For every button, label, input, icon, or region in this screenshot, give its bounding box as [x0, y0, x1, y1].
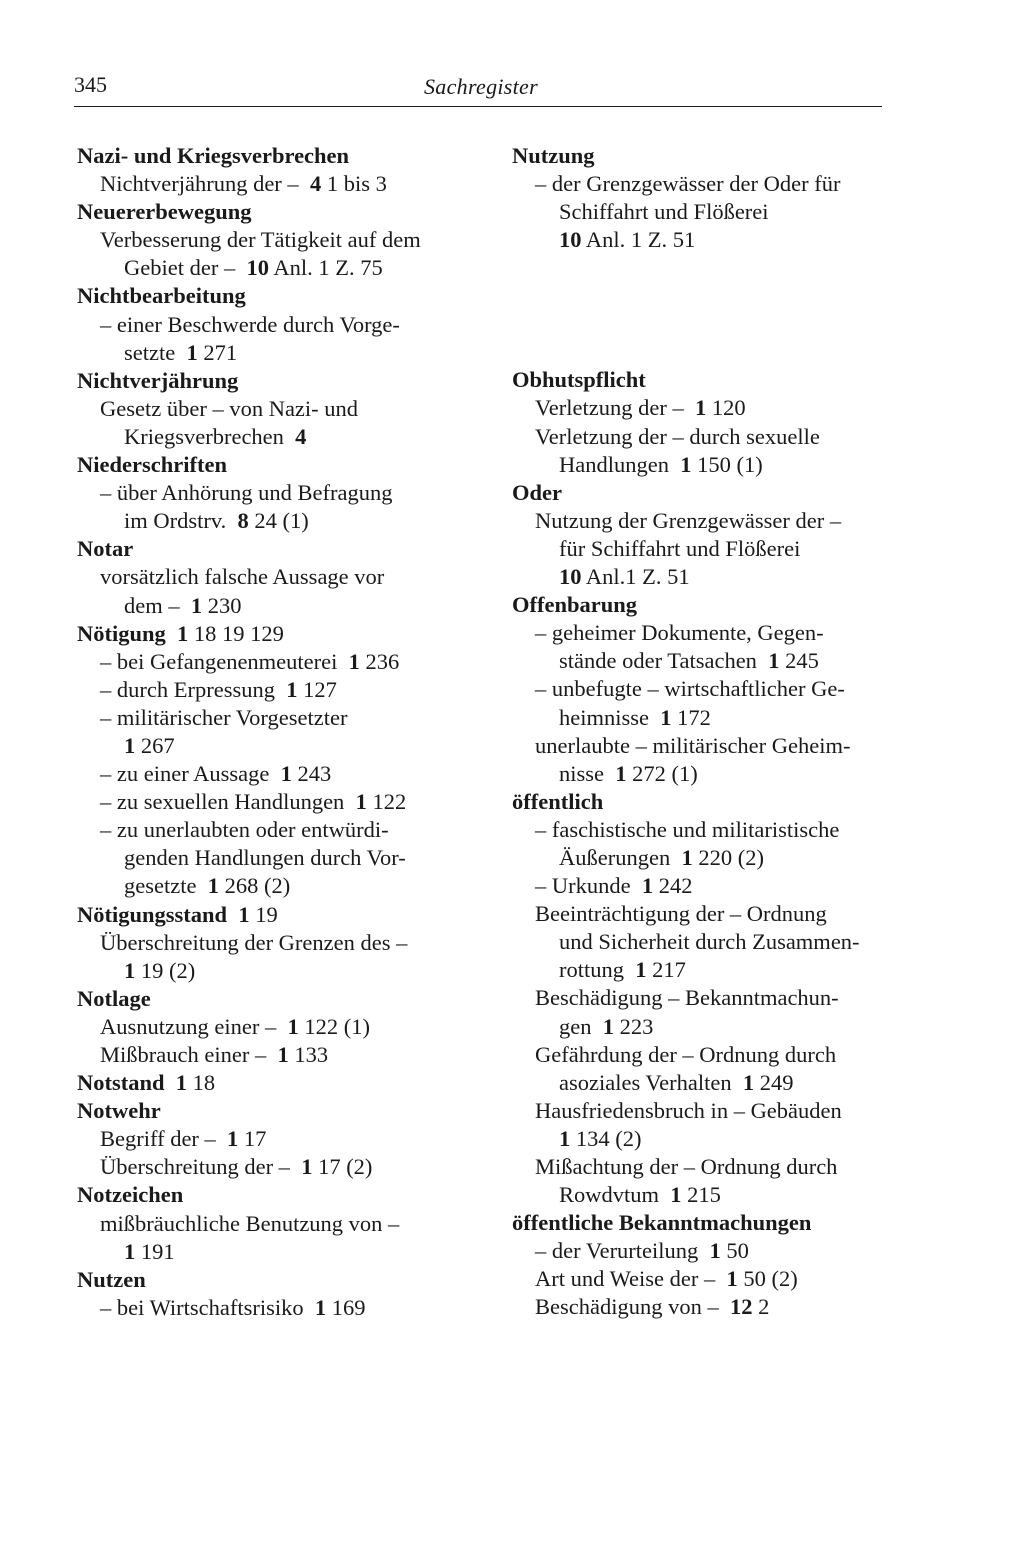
index-text: Gebiet der –	[124, 255, 247, 281]
index-text	[166, 621, 177, 646]
index-subentry	[512, 226, 892, 254]
index-bold-text: Nutzung	[512, 143, 595, 168]
index-bold-text: 1	[301, 1154, 313, 1180]
index-text: 243	[291, 761, 332, 787]
index-text: 172	[671, 704, 711, 730]
index-bold-text: 1	[726, 1266, 738, 1292]
index-text: 122 (1)	[298, 1013, 370, 1039]
index-subentry	[512, 760, 892, 788]
index-bold-text: 1	[742, 1069, 755, 1095]
index-subentry	[512, 675, 892, 703]
index-text: unerlaubte – militärischer Geheim-	[535, 732, 851, 758]
index-text: 122	[366, 789, 407, 815]
index-text: 120	[706, 395, 746, 421]
index-subentry	[512, 507, 892, 535]
index-text: Anl.1 Z. 51	[581, 564, 690, 590]
index-bold-text: Nutzen	[77, 1266, 146, 1292]
running-title: Sachregister	[424, 74, 538, 99]
index-text: 242	[653, 873, 693, 899]
index-subentry	[77, 1210, 457, 1238]
index-text: 24 (1)	[248, 508, 309, 534]
index-bold-text: Nichtbearbeitung	[77, 283, 246, 309]
index-text: 249	[754, 1069, 794, 1095]
index-bold-text: Oder	[512, 479, 562, 505]
index-text: – zu unerlaubten oder entwürdi-	[100, 817, 389, 843]
index-text: Beeinträchtigung der – Ordnung	[535, 901, 827, 927]
index-text: 19 (2)	[135, 957, 196, 983]
index-text: 18 19 129	[188, 620, 284, 646]
index-text: – Urkunde	[535, 873, 642, 899]
index-bold-text: 1	[175, 1070, 188, 1096]
index-subentry	[512, 844, 892, 872]
index-subentry	[77, 479, 457, 507]
index-entry-heading	[77, 367, 457, 395]
index-text: im Ordstrv.	[124, 508, 238, 534]
index-subentry	[512, 732, 892, 760]
index-bold-text: 1	[186, 339, 198, 365]
index-text: Schiffahrt und Flößerei	[559, 199, 769, 225]
index-bold-text: 1	[680, 451, 692, 477]
index-bold-text: 8	[237, 508, 249, 534]
index-bold-text: Nötigungsstand	[77, 901, 228, 927]
index-bold-text: Nichtverjährung	[77, 367, 239, 393]
index-bold-text: 1	[277, 1042, 289, 1067]
index-subentry	[77, 676, 457, 704]
index-text: dem –	[124, 592, 191, 618]
index-text: Äußerungen	[559, 844, 682, 870]
index-bold-text: 1	[280, 761, 292, 787]
index-text: mißbräuchliche Benutzung von –	[100, 1210, 400, 1236]
index-subentry	[512, 872, 892, 900]
index-text: rottung	[559, 957, 636, 983]
index-entry-heading	[512, 788, 892, 816]
index-bold-text: 1	[124, 957, 136, 983]
index-bold-text: Obhutspflicht	[512, 367, 646, 393]
index-bold-text: 1	[287, 1013, 299, 1039]
index-text: 133	[288, 1042, 329, 1067]
index-subentry	[77, 592, 457, 620]
index-text: – unbefugte – wirtschaftlicher Ge-	[535, 676, 845, 702]
index-text	[165, 1070, 176, 1095]
index-bold-text: 1	[348, 648, 360, 674]
index-bold-text: 12	[729, 1294, 753, 1320]
index-subentry	[77, 563, 457, 591]
index-bold-text: 1	[670, 1182, 682, 1208]
index-subentry	[512, 984, 892, 1012]
index-subentry	[512, 1041, 892, 1069]
index-text: 268 (2)	[218, 873, 291, 899]
index-text: Überschreitung der –	[100, 1154, 302, 1180]
index-subentry	[77, 788, 457, 816]
index-bold-text: 1	[177, 620, 189, 646]
index-entry-heading	[77, 1266, 457, 1294]
index-text: stände oder Tatsachen	[559, 648, 769, 674]
index-subentry	[77, 507, 457, 535]
index-text	[227, 902, 238, 927]
index-subentry	[77, 1125, 457, 1153]
index-subentry	[77, 395, 457, 423]
index-subentry	[77, 170, 457, 198]
index-subentry	[77, 1153, 457, 1181]
index-subentry	[512, 451, 892, 479]
index-text: – bei Wirtschaftsrisiko	[100, 1294, 315, 1320]
index-block-o	[512, 366, 892, 1321]
index-text: 50 (2)	[737, 1266, 798, 1292]
index-bold-text: Niederschriften	[77, 452, 227, 478]
index-text: Verletzung der –	[535, 395, 695, 421]
index-bold-text: 1	[286, 676, 298, 702]
index-entry-heading	[512, 366, 892, 394]
index-subentry	[512, 170, 892, 198]
index-subentry	[512, 1237, 892, 1265]
index-bold-text: 1	[227, 1126, 239, 1152]
index-text: gesetzte	[124, 873, 208, 899]
index-text: Verletzung der – durch sexuelle	[535, 423, 820, 449]
index-text: Beschädigung von –	[535, 1294, 730, 1320]
index-text: und Sicherheit durch Zusammen-	[559, 929, 860, 955]
index-column-right	[512, 142, 892, 1322]
index-text: 17	[238, 1126, 267, 1152]
index-bold-text: 1	[635, 957, 647, 983]
index-subentry	[512, 647, 892, 675]
index-text: Nichtverjährung der –	[100, 171, 310, 197]
index-bold-text: Notzeichen	[77, 1182, 184, 1208]
index-text: – faschistische und militaristische	[535, 816, 840, 842]
index-text: 127	[297, 676, 337, 702]
index-subentry	[512, 1069, 892, 1097]
index-text: Ausnutzung einer –	[100, 1013, 288, 1039]
header-rule	[74, 106, 882, 107]
index-text: 1 bis 3	[321, 171, 387, 197]
index-bold-text: 1	[190, 592, 203, 618]
index-text: – durch Erpressung	[100, 676, 287, 702]
index-bold-text: Notar	[77, 536, 134, 562]
index-text: Handlungen	[559, 451, 681, 477]
index-subentry	[77, 1238, 457, 1266]
index-text: Mißbrauch einer –	[100, 1042, 278, 1067]
index-subentry	[512, 619, 892, 647]
column-gap	[512, 254, 892, 366]
index-bold-text: 1	[314, 1294, 327, 1320]
index-bold-text: 10	[559, 564, 582, 590]
index-bold-text: Nötigung	[77, 620, 166, 646]
index-subentry	[77, 732, 457, 760]
index-entry-heading	[77, 985, 457, 1013]
index-text: genden Handlungen durch Vor-	[124, 845, 406, 871]
index-bold-text: 1	[768, 648, 780, 674]
index-text: 134 (2)	[570, 1125, 642, 1151]
index-text: 245	[779, 648, 819, 674]
index-subentry	[77, 872, 457, 900]
index-text: 215	[681, 1182, 721, 1208]
index-subentry	[512, 423, 892, 451]
index-subentry	[512, 928, 892, 956]
index-text: 223	[614, 1013, 654, 1039]
index-bold-text: 1	[615, 760, 627, 786]
index-text: Rowdvtum	[559, 1182, 671, 1208]
index-subentry	[512, 900, 892, 928]
index-subentry	[77, 423, 457, 451]
index-bold-text: Nazi- und Kriegsverbrechen	[77, 143, 350, 168]
index-text: – einer Beschwerde durch Vorge-	[100, 311, 400, 337]
index-subentry	[77, 957, 457, 985]
index-text: 217	[646, 957, 686, 983]
index-text: setzte	[124, 339, 187, 365]
index-subentry	[512, 535, 892, 563]
index-text: – über Anhörung und Befragung	[100, 480, 393, 506]
index-subentry	[512, 198, 892, 226]
index-bold-text: 4	[309, 171, 322, 197]
index-bold-text: 10	[559, 227, 582, 253]
index-subentry	[512, 1181, 892, 1209]
index-text: – geheimer Dokumente, Gegen-	[535, 620, 824, 646]
index-text: Hausfriedensbruch in – Gebäuden	[535, 1097, 842, 1123]
index-entry-heading	[77, 142, 457, 170]
index-text: – zu einer Aussage	[100, 761, 281, 787]
index-text: Begriff der –	[100, 1126, 228, 1152]
index-subentry	[512, 1125, 892, 1153]
index-text: vorsätzlich falsche Aussage vor	[100, 564, 385, 590]
index-text: – der Grenzgewässer der Oder für	[535, 171, 841, 197]
index-text: Mißachtung der – Ordnung durch	[535, 1154, 838, 1179]
index-subentry	[512, 1097, 892, 1125]
index-subentry	[77, 704, 457, 732]
index-subentry	[512, 704, 892, 732]
index-text: Gefährdung der – Ordnung durch	[535, 1041, 837, 1067]
index-subentry	[512, 1013, 892, 1041]
index-subentry	[77, 1013, 457, 1041]
index-text: 220 (2)	[692, 844, 764, 870]
index-bold-text: Offenbarung	[512, 592, 638, 618]
index-bold-text: Notlage	[77, 985, 151, 1011]
index-bold-text: öffentlich	[512, 788, 604, 814]
index-entry-heading	[77, 198, 457, 226]
index-text: Art und Weise der –	[535, 1266, 727, 1292]
index-subentry	[512, 394, 892, 422]
index-subentry	[77, 816, 457, 844]
index-bold-text: Notwehr	[77, 1098, 161, 1124]
index-entry-heading	[512, 591, 892, 619]
index-subentry	[512, 563, 892, 591]
index-text: 150 (1)	[691, 451, 763, 477]
index-text: 236	[359, 648, 400, 674]
index-entry-heading	[77, 1069, 457, 1097]
index-bold-text: 1	[660, 704, 672, 730]
index-text: 19	[249, 901, 278, 927]
index-subentry	[512, 816, 892, 844]
index-text: heimnisse	[559, 704, 661, 730]
index-text: 191	[135, 1238, 175, 1264]
index-bold-text: 1	[709, 1238, 721, 1264]
index-bold-text: 1	[694, 395, 707, 421]
index-entry-heading	[77, 901, 457, 929]
index-text: 2	[752, 1294, 770, 1320]
index-subentry	[512, 956, 892, 984]
index-entry-heading	[77, 451, 457, 479]
index-entry-heading	[77, 282, 457, 310]
index-bold-text: 4	[295, 423, 307, 449]
index-entry-heading	[512, 1209, 892, 1237]
index-entry-heading	[77, 620, 457, 648]
index-text: 18	[187, 1070, 216, 1096]
index-text: 169	[326, 1294, 366, 1320]
index-subentry	[77, 760, 457, 788]
index-bold-text: öffentliche Bekanntmachungen	[512, 1210, 812, 1236]
index-entry-heading	[512, 479, 892, 507]
index-entry-heading	[512, 142, 892, 170]
index-subentry	[77, 1041, 457, 1069]
index-text: 230	[202, 592, 242, 618]
index-text: – bei Gefangenenmeuterei	[100, 648, 349, 674]
index-bold-text: Neuererbewegung	[77, 199, 252, 225]
index-text: asoziales Verhalten	[559, 1069, 743, 1095]
index-subentry	[512, 1293, 892, 1321]
index-subentry	[512, 1265, 892, 1293]
index-text: Anl. 1 Z. 75	[268, 255, 383, 281]
index-bold-text: 1	[355, 789, 367, 815]
index-subentry	[512, 1153, 892, 1181]
index-subentry	[77, 254, 457, 282]
index-text: Verbesserung der Tätigkeit auf dem	[100, 227, 421, 253]
index-subentry	[77, 844, 457, 872]
index-text: Überschreitung der Grenzen des –	[100, 929, 408, 955]
index-text: gen	[559, 1013, 603, 1039]
index-text: 267	[135, 732, 175, 758]
index-bold-text: 1	[681, 844, 693, 870]
index-text: 50	[720, 1238, 749, 1264]
index-text: Nutzung der Grenzgewässer der –	[535, 507, 842, 533]
index-block-nutzung	[512, 142, 892, 254]
index-subentry	[77, 1294, 457, 1322]
index-text: – zu sexuellen Handlungen	[100, 789, 356, 815]
index-bold-text: 1	[559, 1125, 571, 1151]
index-bold-text: 1	[124, 1238, 136, 1264]
index-text: Anl. 1 Z. 51	[581, 227, 696, 253]
index-bold-text: Notstand	[77, 1070, 165, 1096]
index-text: Beschädigung – Bekanntmachun-	[535, 985, 839, 1011]
index-text: 17 (2)	[312, 1154, 373, 1180]
index-subentry	[77, 311, 457, 339]
index-bold-text: 1	[641, 873, 654, 899]
index-bold-text: 1	[602, 1013, 614, 1039]
index-bold-text: 10	[246, 255, 269, 281]
index-text: Kriegsverbrechen	[124, 423, 296, 449]
page-number: 345	[74, 72, 107, 97]
index-bold-text: 1	[207, 873, 219, 899]
index-subentry	[77, 226, 457, 254]
index-text: 271	[197, 339, 238, 365]
index-bold-text: 1	[124, 732, 136, 758]
index-entry-heading	[77, 1097, 457, 1125]
index-text: nisse	[559, 760, 616, 786]
index-text: für Schiffahrt und Flößerei	[559, 535, 801, 561]
index-text: 272 (1)	[626, 760, 698, 786]
index-column-left	[77, 142, 457, 1322]
index-text: Gesetz über – von Nazi- und	[100, 395, 359, 421]
index-text: – der Verurteilung	[535, 1238, 710, 1264]
index-subentry	[77, 648, 457, 676]
index-bold-text: 1	[238, 901, 250, 927]
index-subentry	[77, 929, 457, 957]
index-entry-heading	[77, 1181, 457, 1209]
index-subentry	[77, 339, 457, 367]
index-text: – militärischer Vorgesetzter	[100, 704, 348, 730]
index-entry-heading	[77, 535, 457, 563]
